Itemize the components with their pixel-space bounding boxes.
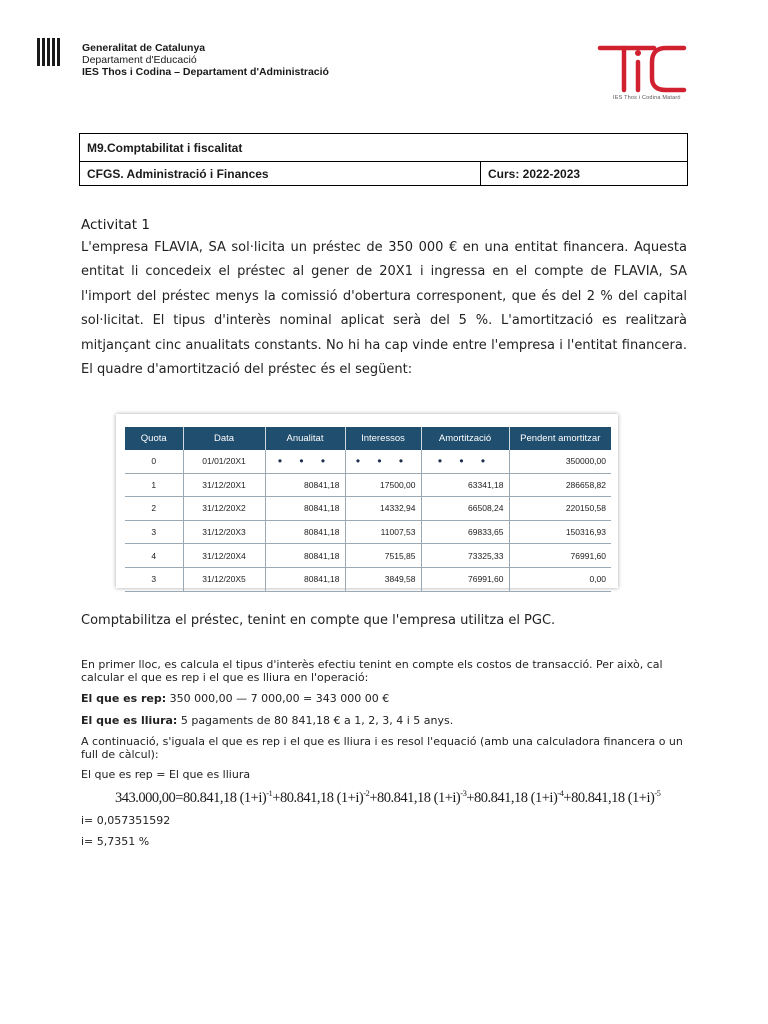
equation-term: 80.841,18 (1+i) [377, 789, 461, 806]
solution-continuation: A continuació, s'iguala el que es rep i el que es lliura i es resol l'equació (amb una calculadora financera o un full de càlcul): [81, 735, 683, 761]
interest-rate-decimal: i= 0,057351592 [81, 814, 171, 827]
table-row [125, 473, 611, 497]
interest-rate-percent: i= 5,7351 % [81, 835, 150, 848]
amortization-table-image [116, 414, 618, 588]
equality-statement: El que es rep = El que es lliura [81, 768, 251, 781]
tic-logo-icon [596, 40, 688, 98]
table-cell: 69833,65 [421, 520, 509, 544]
received-value: 350 000,00 — 7 000,00 = 343 000 00 € [166, 692, 390, 705]
equation-term: 80.841,18 (1+i) [571, 789, 655, 806]
delivered-value: 5 pagaments de 80 841,18 € a 1, 2, 3, 4 i 5 anys. [177, 714, 454, 727]
course-info-box [79, 133, 688, 186]
column-header: Quota [125, 427, 183, 450]
table-cell: 14332,94 [345, 497, 421, 521]
table-cell: • • • [421, 450, 509, 473]
table-cell: 286658,82 [509, 473, 611, 497]
table-row [125, 544, 611, 568]
table-cell: 80841,18 [265, 520, 345, 544]
table-cell: 7515,85 [345, 544, 421, 568]
column-header: Anualitat [265, 427, 345, 450]
equation-term: 80.841,18 (1+i) [474, 789, 558, 806]
table-cell: 0 [125, 450, 183, 473]
table-cell: 80841,18 [265, 473, 345, 497]
header-line-1: Generalitat de Catalunya [82, 42, 206, 54]
solution-intro: En primer lloc, es calcula el tipus d'interès efectiu tenint en compte els costos de transacció. Per això, cal calcular el que es rep i el que es lliura en l'operació: [81, 658, 663, 684]
table-row [125, 450, 611, 473]
table-cell: • • • [265, 450, 345, 473]
equation-exponent: -4 [557, 788, 564, 798]
activity-paragraph: L'empresa FLAVIA, SA sol·licita un préstec de 350 000 € en una entitat financera. Aquesta entitat li concedeix el préstec al gener de 20X1 i ingressa en el compte de FLAVIA, SA l'import del préstec menys la comissió d'obertura corresponent, que és del 2 % del capital sol·licitat. El tipus d'interès nominal aplicat serà del 5 %. L'amortització es realitzarà mitjançant cinc anualitats constants. No hi ha cap vinde entre l'empresa i l'entitat financera. El quadre d'amortització del préstec és el següent: [81, 240, 687, 378]
table-cell: 66508,24 [421, 497, 509, 521]
equation-exponent: -1 [266, 788, 273, 798]
table-row [125, 497, 611, 521]
column-header: Amortització [421, 427, 509, 450]
school-year: Curs: 2022-2023 [488, 167, 581, 181]
equation-exponent: -5 [654, 788, 661, 798]
table-cell: 2 [125, 497, 183, 521]
table-row [125, 567, 611, 591]
tic-caption: IES Thos i Codina Mataró [613, 95, 681, 101]
irr-equation: 343.000,00=80.841,18 $(1+i)^{-1}+80.841,18$ $(1+i)^{-2}+80.841,18$ $(1+i)^{-3}+80.841,18$ $(1+i)^{-4}+80.841,18$ $(1+i)^{-5}$ [115, 788, 661, 806]
table-cell: 1 [125, 473, 183, 497]
column-header: Interessos [345, 427, 421, 450]
activity-title: Activitat 1 [81, 217, 150, 233]
table-cell: 01/01/20X1 [183, 450, 265, 473]
generalitat-logo-icon [37, 38, 63, 66]
table-cell: 80841,18 [265, 544, 345, 568]
delivered-label: El que es lliura: [81, 714, 178, 727]
equation-term: 80.841,18 (1+i) [279, 789, 364, 806]
table-cell: 3 [125, 567, 183, 591]
table-cell: 73325,33 [421, 544, 509, 568]
table-cell: 220150,58 [509, 497, 611, 521]
module-name: M9.Comptabilitat i fiscalitat [87, 140, 243, 155]
header-line-2: Departament d'Educació [82, 54, 197, 66]
table-cell: 31/12/20X5 [183, 567, 265, 591]
header-line-3: IES Thos i Codina – Departament d'Administració [82, 66, 329, 78]
received-label: El que es rep: [81, 692, 167, 705]
equation-lhs: 343.000,00= [115, 789, 183, 806]
table-cell: 31/12/20X2 [183, 497, 265, 521]
table-cell: 3 [125, 520, 183, 544]
cycle-name: CFGS. Administració i Finances [87, 167, 269, 181]
table-header-row [125, 427, 611, 450]
table-cell: 31/12/20X4 [183, 544, 265, 568]
table-cell: 3849,58 [345, 567, 421, 591]
table-cell: 4 [125, 544, 183, 568]
column-header: Pendent amortitzar [509, 427, 611, 450]
column-header: Data [183, 427, 265, 450]
equation-exponent: -3 [460, 788, 467, 798]
institution-header [82, 42, 329, 78]
table-cell: 63341,18 [421, 473, 509, 497]
table-cell: 80841,18 [265, 497, 345, 521]
table-cell: 76991,60 [509, 544, 611, 568]
amortization-table [125, 427, 611, 592]
table-row [125, 520, 611, 544]
table-cell: 350000,00 [509, 450, 611, 473]
task-statement: Comptabilitza el préstec, tenint en compte que l'empresa utilitza el PGC. [81, 613, 556, 628]
table-cell: 80841,18 [265, 567, 345, 591]
table-cell: 76991,60 [421, 567, 509, 591]
table-cell: 17500,00 [345, 473, 421, 497]
equation-term: 80.841,18 (1+i) [182, 789, 267, 806]
equation-exponent: -2 [363, 788, 370, 798]
table-cell: 150316,93 [509, 520, 611, 544]
delivered-amount-line [81, 714, 687, 727]
table-cell: 31/12/20X1 [183, 473, 265, 497]
table-cell: 31/12/20X3 [183, 520, 265, 544]
table-cell: • • • [345, 450, 421, 473]
table-cell: 11007,53 [345, 520, 421, 544]
received-amount-line [81, 692, 687, 705]
table-cell: 0,00 [509, 567, 611, 591]
